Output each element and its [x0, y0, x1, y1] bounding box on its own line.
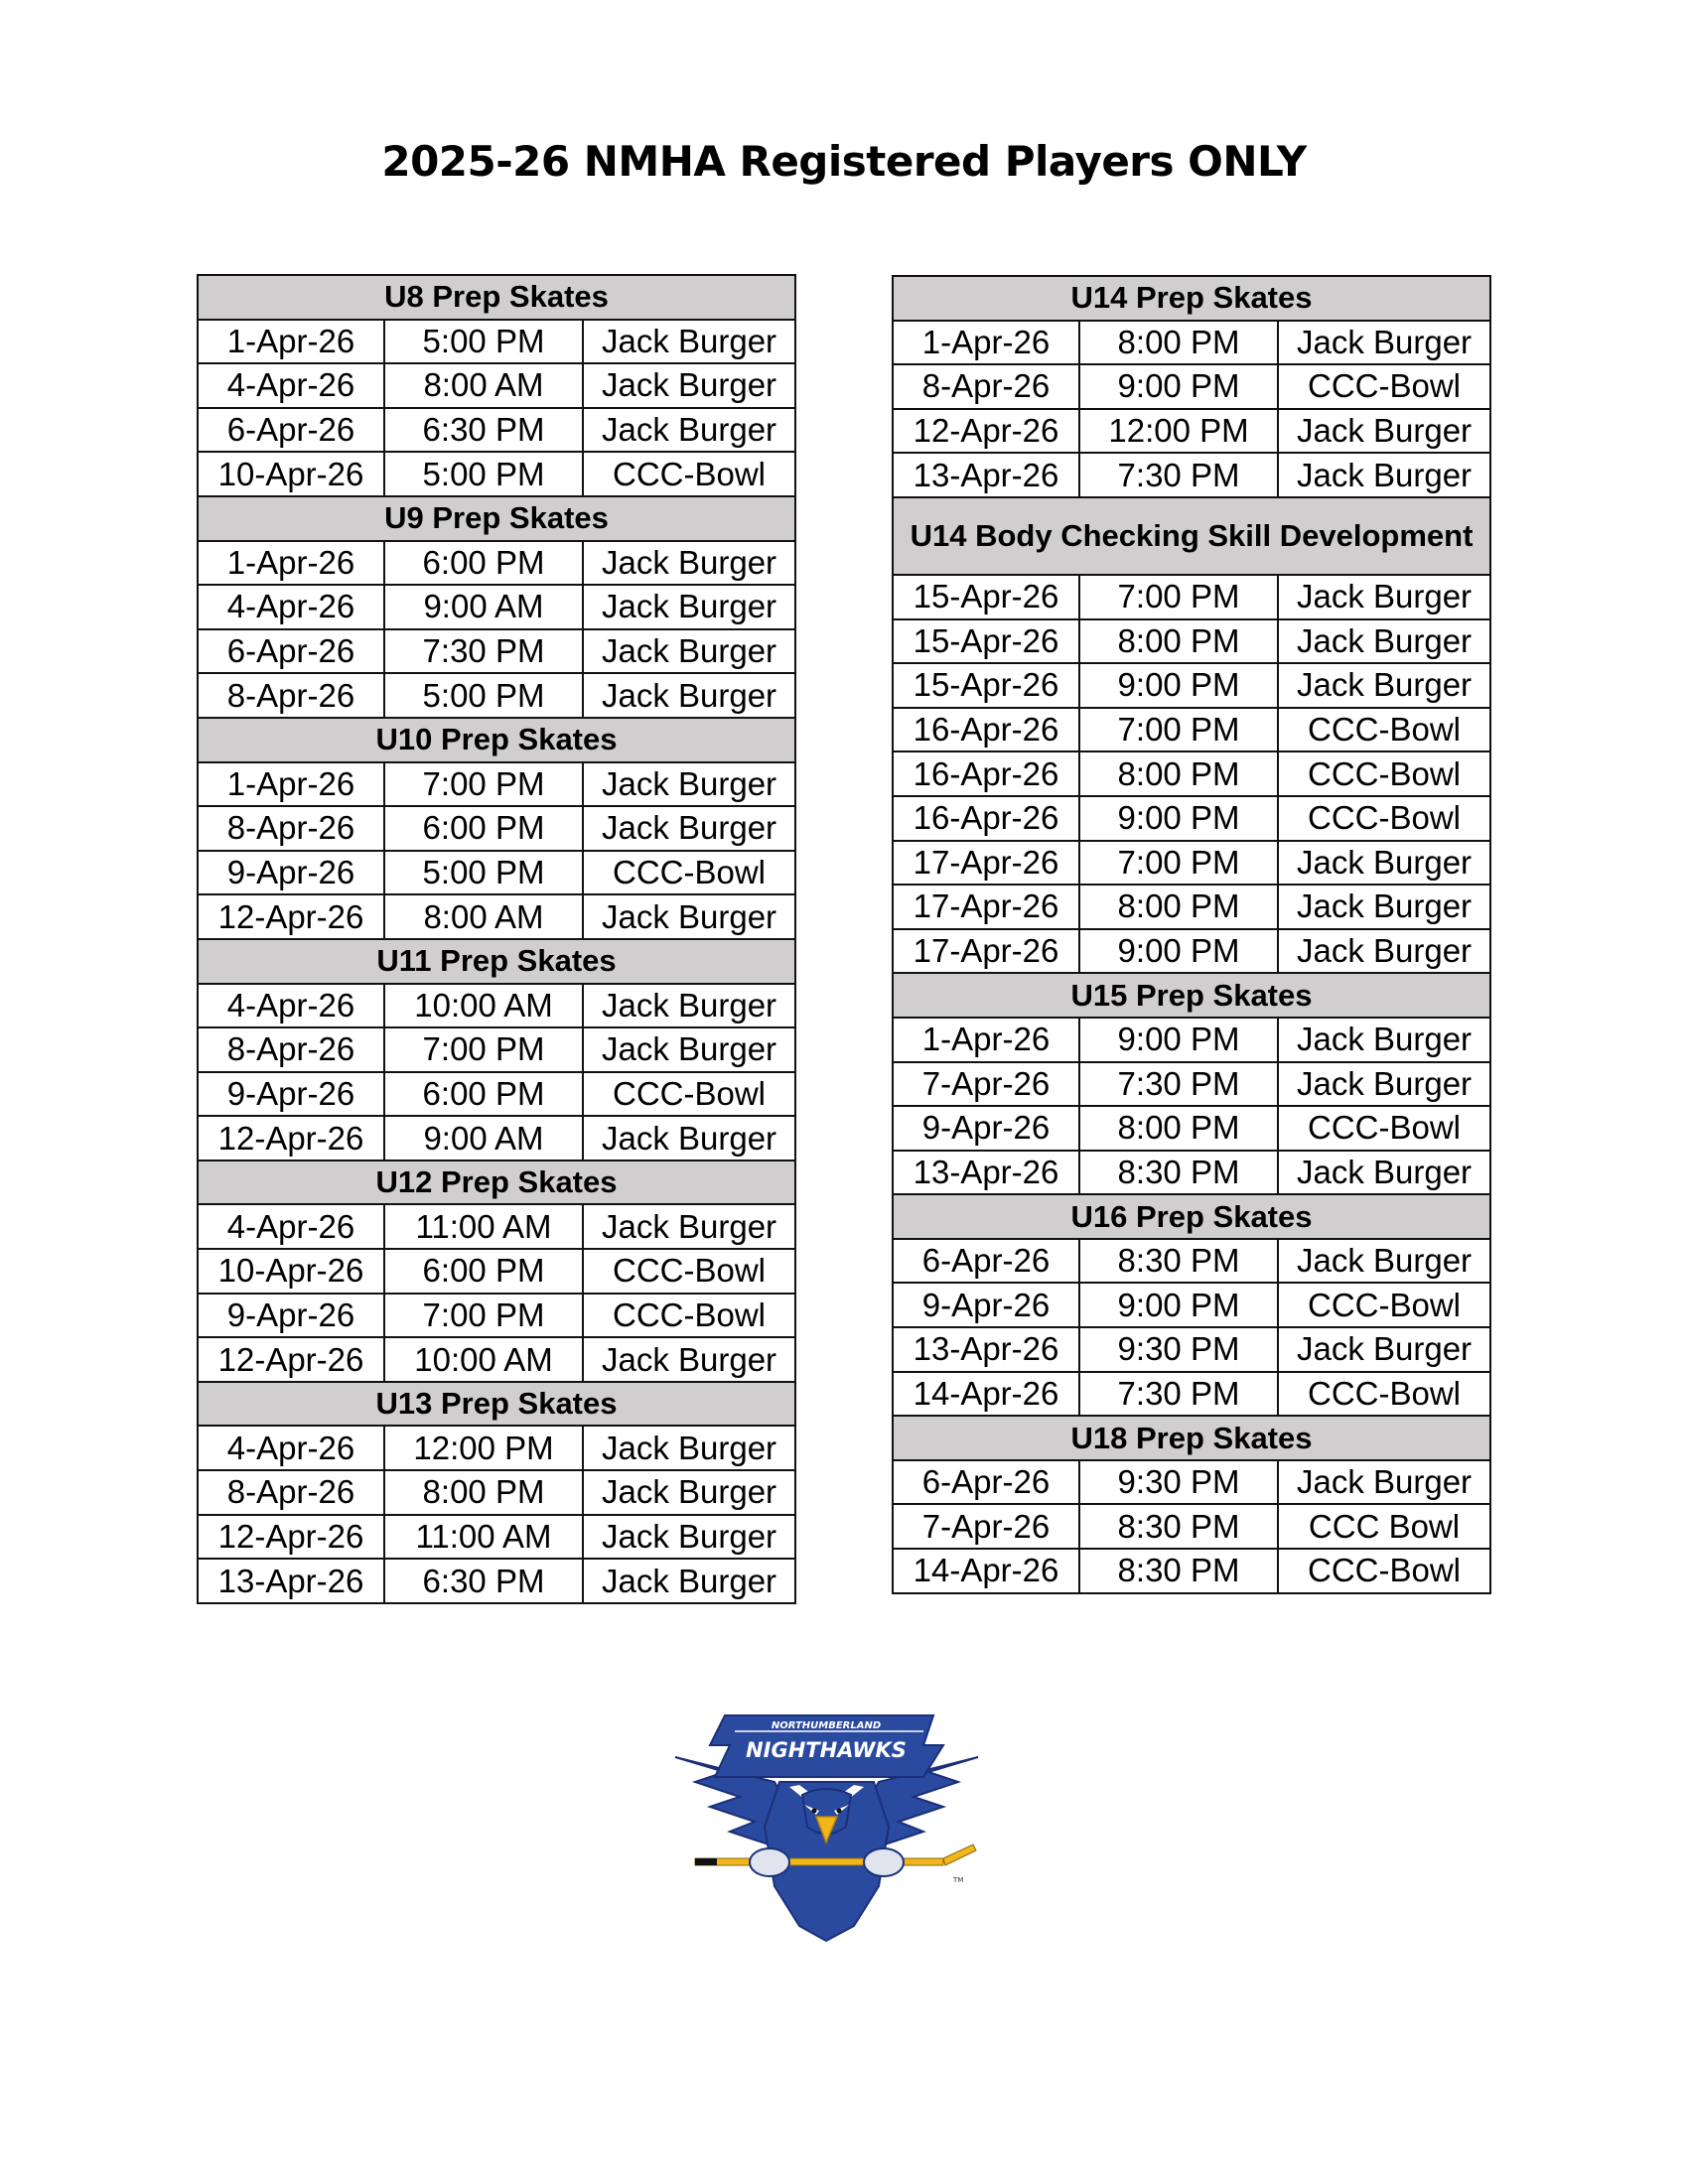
table-row — [198, 851, 795, 895]
location-cell: Jack Burger — [583, 984, 795, 1028]
location-cell: CCC-Bowl — [1278, 751, 1490, 796]
time-cell: 6:00 PM — [384, 541, 583, 586]
date-cell: 4-Apr-26 — [198, 1204, 384, 1249]
table-row — [893, 1106, 1490, 1151]
table-row — [893, 453, 1490, 497]
time-cell: 5:00 PM — [384, 320, 583, 364]
date-cell: 4-Apr-26 — [198, 1426, 384, 1470]
location-cell: Jack Burger — [583, 363, 795, 408]
table-row — [893, 841, 1490, 886]
time-cell: 9:30 PM — [1079, 1460, 1278, 1505]
date-cell: 16-Apr-26 — [893, 751, 1079, 796]
location-cell: Jack Burger — [1278, 1327, 1490, 1372]
group-header-row — [893, 1194, 1490, 1239]
table-row — [893, 663, 1490, 708]
date-cell: 17-Apr-26 — [893, 929, 1079, 974]
date-cell: 1-Apr-26 — [198, 320, 384, 364]
table-row — [198, 1249, 795, 1294]
table-row — [198, 1559, 795, 1603]
date-cell: 17-Apr-26 — [893, 841, 1079, 886]
table-row — [893, 929, 1490, 974]
location-cell: CCC-Bowl — [583, 851, 795, 895]
time-cell: 9:00 PM — [1079, 1283, 1278, 1327]
table-row — [893, 619, 1490, 664]
time-cell: 7:00 PM — [384, 1027, 583, 1072]
time-cell: 6:00 PM — [384, 1249, 583, 1294]
location-cell: Jack Burger — [583, 408, 795, 453]
date-cell: 10-Apr-26 — [198, 1249, 384, 1294]
time-cell: 7:30 PM — [1079, 453, 1278, 497]
table-row — [198, 894, 795, 939]
group-header-row — [198, 1382, 795, 1427]
logo-main-text: NIGHTHAWKS — [746, 1738, 907, 1762]
location-cell: CCC-Bowl — [1278, 364, 1490, 409]
table-row — [198, 452, 795, 496]
location-cell: Jack Burger — [1278, 1460, 1490, 1505]
date-cell: 9-Apr-26 — [198, 851, 384, 895]
table-row — [198, 806, 795, 851]
time-cell: 7:00 PM — [1079, 575, 1278, 619]
time-cell: 5:00 PM — [384, 452, 583, 496]
date-cell: 13-Apr-26 — [893, 1327, 1079, 1372]
date-cell: 6-Apr-26 — [893, 1239, 1079, 1284]
time-cell: 7:00 PM — [384, 762, 583, 807]
table-row — [893, 885, 1490, 929]
table-row — [893, 409, 1490, 454]
date-cell: 12-Apr-26 — [198, 894, 384, 939]
table-row — [198, 1515, 795, 1560]
group-header-row — [893, 276, 1490, 321]
group-header-row — [893, 973, 1490, 1018]
table-row — [893, 796, 1490, 841]
time-cell: 9:00 PM — [1079, 364, 1278, 409]
table-row — [198, 984, 795, 1028]
date-cell: 7-Apr-26 — [893, 1504, 1079, 1549]
location-cell: Jack Burger — [1278, 663, 1490, 708]
time-cell: 7:00 PM — [1079, 708, 1278, 752]
date-cell: 12-Apr-26 — [198, 1515, 384, 1560]
date-cell: 1-Apr-26 — [198, 762, 384, 807]
time-cell: 8:30 PM — [1079, 1239, 1278, 1284]
table-row — [198, 673, 795, 718]
left-schedule-table — [197, 274, 796, 1604]
time-cell: 11:00 AM — [384, 1515, 583, 1560]
table-row — [893, 1018, 1490, 1062]
table-row — [198, 1337, 795, 1382]
time-cell: 6:00 PM — [384, 1072, 583, 1117]
location-cell: Jack Burger — [1278, 409, 1490, 454]
location-cell: Jack Burger — [583, 1470, 795, 1515]
date-cell: 1-Apr-26 — [198, 541, 384, 586]
location-cell: Jack Burger — [1278, 619, 1490, 664]
time-cell: 9:00 AM — [384, 1116, 583, 1160]
location-cell: Jack Burger — [583, 1559, 795, 1603]
location-cell: Jack Burger — [583, 1027, 795, 1072]
table-row — [198, 541, 795, 586]
group-header-row — [893, 497, 1490, 575]
location-cell: CCC-Bowl — [583, 1072, 795, 1117]
location-cell: CCC-Bowl — [1278, 796, 1490, 841]
time-cell: 8:00 PM — [1079, 751, 1278, 796]
date-cell: 8-Apr-26 — [198, 1027, 384, 1072]
date-cell: 4-Apr-26 — [198, 363, 384, 408]
group-header-row — [198, 275, 795, 320]
table-row — [893, 1372, 1490, 1417]
location-cell: Jack Burger — [583, 1116, 795, 1160]
page-title: 2025-26 NMHA Registered Players ONLY — [381, 137, 1307, 186]
location-cell: Jack Burger — [583, 1204, 795, 1249]
table-row — [893, 1283, 1490, 1327]
table-row — [893, 1504, 1490, 1549]
date-cell: 4-Apr-26 — [198, 585, 384, 629]
table-row — [198, 585, 795, 629]
date-cell: 13-Apr-26 — [198, 1559, 384, 1603]
time-cell: 9:00 AM — [384, 585, 583, 629]
table-row — [893, 1549, 1490, 1593]
group-header: U14 Body Checking Skill Development — [893, 497, 1490, 575]
group-header-row — [198, 1160, 795, 1205]
date-cell: 9-Apr-26 — [893, 1106, 1079, 1151]
time-cell: 6:30 PM — [384, 1559, 583, 1603]
location-cell: CCC-Bowl — [1278, 1283, 1490, 1327]
date-cell: 15-Apr-26 — [893, 619, 1079, 664]
date-cell: 9-Apr-26 — [198, 1072, 384, 1117]
date-cell: 1-Apr-26 — [893, 321, 1079, 365]
time-cell: 11:00 AM — [384, 1204, 583, 1249]
group-header: U12 Prep Skates — [198, 1160, 795, 1205]
group-header-row — [893, 1416, 1490, 1460]
time-cell: 8:00 AM — [384, 363, 583, 408]
location-cell: Jack Burger — [1278, 841, 1490, 886]
location-cell: Jack Burger — [583, 762, 795, 807]
location-cell: Jack Burger — [583, 894, 795, 939]
date-cell: 1-Apr-26 — [893, 1018, 1079, 1062]
date-cell: 14-Apr-26 — [893, 1549, 1079, 1593]
table-row — [198, 1027, 795, 1072]
date-cell: 12-Apr-26 — [893, 409, 1079, 454]
time-cell: 9:00 PM — [1079, 1018, 1278, 1062]
location-cell: CCC Bowl — [1278, 1504, 1490, 1549]
table-row — [198, 1116, 795, 1160]
location-cell: Jack Burger — [1278, 453, 1490, 497]
time-cell: 9:00 PM — [1079, 663, 1278, 708]
location-cell: CCC-Bowl — [1278, 1106, 1490, 1151]
date-cell: 8-Apr-26 — [198, 673, 384, 718]
date-cell: 9-Apr-26 — [893, 1283, 1079, 1327]
time-cell: 8:30 PM — [1079, 1549, 1278, 1593]
date-cell: 13-Apr-26 — [893, 453, 1079, 497]
location-cell: Jack Burger — [583, 585, 795, 629]
table-row — [198, 629, 795, 674]
time-cell: 8:00 PM — [1079, 321, 1278, 365]
time-cell: 10:00 AM — [384, 1337, 583, 1382]
table-row — [893, 1239, 1490, 1284]
location-cell: Jack Burger — [1278, 1151, 1490, 1195]
time-cell: 7:00 PM — [384, 1294, 583, 1338]
date-cell: 8-Apr-26 — [198, 806, 384, 851]
left-schedule-body — [198, 275, 795, 1603]
location-cell: Jack Burger — [1278, 1239, 1490, 1284]
table-row — [198, 320, 795, 364]
nighthawks-logo — [655, 1688, 998, 1946]
time-cell: 9:00 PM — [1079, 796, 1278, 841]
time-cell: 7:30 PM — [384, 629, 583, 674]
table-row — [198, 1470, 795, 1515]
table-row — [198, 408, 795, 453]
table-row — [893, 321, 1490, 365]
time-cell: 6:00 PM — [384, 806, 583, 851]
location-cell: Jack Burger — [583, 1337, 795, 1382]
location-cell: Jack Burger — [583, 629, 795, 674]
location-cell: Jack Burger — [583, 806, 795, 851]
date-cell: 8-Apr-26 — [893, 364, 1079, 409]
time-cell: 8:30 PM — [1079, 1151, 1278, 1195]
date-cell: 14-Apr-26 — [893, 1372, 1079, 1417]
time-cell: 8:30 PM — [1079, 1504, 1278, 1549]
location-cell: Jack Burger — [1278, 321, 1490, 365]
date-cell: 7-Apr-26 — [893, 1062, 1079, 1107]
logo-top-text: NORTHUMBERLAND — [771, 1720, 882, 1731]
location-cell: Jack Burger — [583, 1426, 795, 1470]
time-cell: 8:00 PM — [1079, 619, 1278, 664]
date-cell: 8-Apr-26 — [198, 1470, 384, 1515]
time-cell: 7:00 PM — [1079, 841, 1278, 886]
table-row — [893, 1062, 1490, 1107]
location-cell: CCC-Bowl — [1278, 1549, 1490, 1593]
time-cell: 8:00 PM — [384, 1470, 583, 1515]
location-cell: Jack Burger — [583, 673, 795, 718]
time-cell: 12:00 PM — [384, 1426, 583, 1470]
date-cell: 10-Apr-26 — [198, 452, 384, 496]
time-cell: 8:00 PM — [1079, 1106, 1278, 1151]
table-row — [198, 1426, 795, 1470]
group-header: U15 Prep Skates — [893, 973, 1490, 1018]
group-header: U14 Prep Skates — [893, 276, 1490, 321]
date-cell: 6-Apr-26 — [893, 1460, 1079, 1505]
date-cell: 12-Apr-26 — [198, 1116, 384, 1160]
date-cell: 16-Apr-26 — [893, 708, 1079, 752]
time-cell: 5:00 PM — [384, 673, 583, 718]
location-cell: CCC-Bowl — [583, 1249, 795, 1294]
table-row — [198, 1204, 795, 1249]
table-row — [893, 1327, 1490, 1372]
table-row — [198, 1294, 795, 1338]
date-cell: 17-Apr-26 — [893, 885, 1079, 929]
group-header: U10 Prep Skates — [198, 718, 795, 762]
group-header-row — [198, 939, 795, 984]
time-cell: 10:00 AM — [384, 984, 583, 1028]
group-header: U16 Prep Skates — [893, 1194, 1490, 1239]
location-cell: Jack Burger — [1278, 575, 1490, 619]
date-cell: 9-Apr-26 — [198, 1294, 384, 1338]
right-schedule-table — [892, 275, 1491, 1594]
group-header: U18 Prep Skates — [893, 1416, 1490, 1460]
table-row — [893, 1151, 1490, 1195]
time-cell: 7:30 PM — [1079, 1372, 1278, 1417]
time-cell: 9:00 PM — [1079, 929, 1278, 974]
table-row — [198, 363, 795, 408]
time-cell: 8:00 AM — [384, 894, 583, 939]
group-header: U8 Prep Skates — [198, 275, 795, 320]
location-cell: CCC-Bowl — [1278, 1372, 1490, 1417]
date-cell: 4-Apr-26 — [198, 984, 384, 1028]
time-cell: 9:30 PM — [1079, 1327, 1278, 1372]
table-row — [893, 364, 1490, 409]
location-cell: CCC-Bowl — [583, 1294, 795, 1338]
right-schedule-body — [893, 276, 1490, 1593]
location-cell: Jack Burger — [1278, 1018, 1490, 1062]
time-cell: 5:00 PM — [384, 851, 583, 895]
location-cell: Jack Burger — [1278, 1062, 1490, 1107]
date-cell: 6-Apr-26 — [198, 408, 384, 453]
location-cell: CCC-Bowl — [1278, 708, 1490, 752]
group-header-row — [198, 496, 795, 541]
date-cell: 15-Apr-26 — [893, 575, 1079, 619]
date-cell: 6-Apr-26 — [198, 629, 384, 674]
table-row — [893, 1460, 1490, 1505]
location-cell: Jack Burger — [583, 1515, 795, 1560]
location-cell: Jack Burger — [583, 320, 795, 364]
location-cell: Jack Burger — [1278, 929, 1490, 974]
date-cell: 13-Apr-26 — [893, 1151, 1079, 1195]
location-cell: Jack Burger — [1278, 885, 1490, 929]
table-row — [198, 1072, 795, 1117]
group-header-row — [198, 718, 795, 762]
location-cell: Jack Burger — [583, 541, 795, 586]
group-header: U13 Prep Skates — [198, 1382, 795, 1427]
table-row — [893, 708, 1490, 752]
table-row — [893, 751, 1490, 796]
group-header: U9 Prep Skates — [198, 496, 795, 541]
date-cell: 12-Apr-26 — [198, 1337, 384, 1382]
time-cell: 6:30 PM — [384, 408, 583, 453]
date-cell: 15-Apr-26 — [893, 663, 1079, 708]
table-row — [893, 575, 1490, 619]
time-cell: 12:00 PM — [1079, 409, 1278, 454]
logo-hockey-stick — [695, 1858, 943, 1865]
time-cell: 7:30 PM — [1079, 1062, 1278, 1107]
group-header: U11 Prep Skates — [198, 939, 795, 984]
logo-trademark: TM — [953, 1876, 964, 1884]
date-cell: 16-Apr-26 — [893, 796, 1079, 841]
time-cell: 8:00 PM — [1079, 885, 1278, 929]
table-row — [198, 762, 795, 807]
location-cell: CCC-Bowl — [583, 452, 795, 496]
